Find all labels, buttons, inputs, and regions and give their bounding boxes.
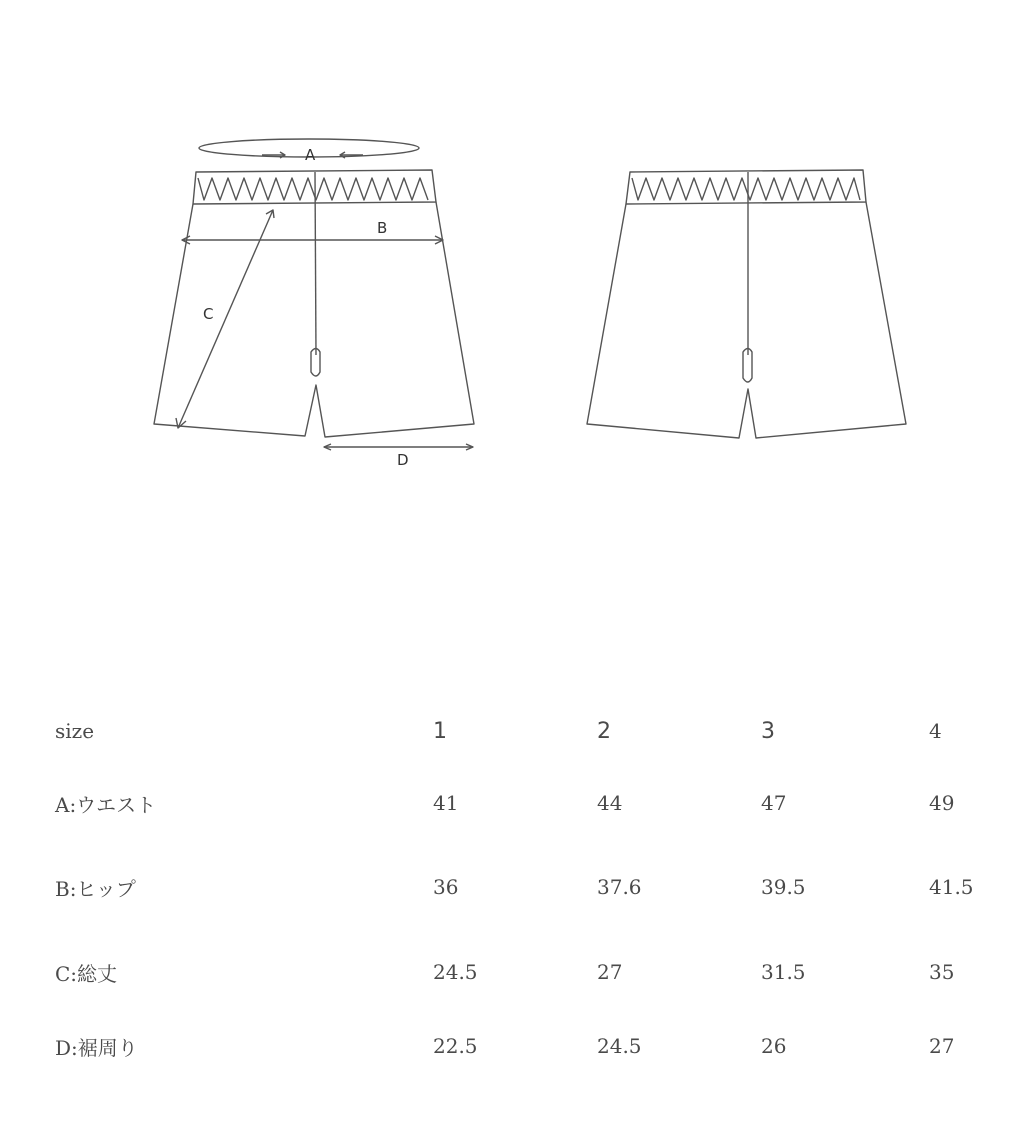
table-cell: 27 [597,960,623,984]
row-label: D:裾周り [55,1035,138,1060]
label-c: C [203,305,214,323]
table-cell: 24.5 [433,960,478,984]
size-chart-table [40,690,990,1088]
row-label: B:ヒップ [55,876,136,901]
table-cell: 41 [433,791,459,815]
size-header-label: size [55,719,95,743]
table-row-hem [40,1004,990,1088]
measurement-diagram [0,0,1024,520]
table-cell: 47 [761,791,787,815]
table-row-hip [40,834,990,940]
front-body-outline [154,202,474,437]
table-cell: 41.5 [929,875,974,899]
table-row-length [40,940,990,1004]
size-3-header: 3 [761,718,775,744]
label-a: A [305,146,316,164]
table-cell: 49 [929,791,955,815]
table-cell: 24.5 [597,1034,642,1058]
label-d: D [397,451,409,469]
table-cell: 36 [433,875,459,899]
front-elastic-zigzag [198,178,428,200]
size-1-header: 1 [433,718,447,744]
table-cell: 26 [761,1034,787,1058]
table-cell: 35 [929,960,955,984]
shorts-back-view [587,170,906,438]
table-cell: 37.6 [597,875,642,899]
size-header-row [40,690,990,772]
table-cell: 31.5 [761,960,806,984]
table-cell: 27 [929,1034,955,1058]
back-body-outline [587,202,906,438]
row-label: C:総丈 [55,961,118,986]
table-row-waist [40,772,990,834]
size-2-header: 2 [597,718,611,744]
table-cell: 44 [597,791,623,815]
label-b: B [377,219,388,237]
length-measure-line [178,210,273,428]
size-4-header: 4 [929,719,942,743]
shorts-front-view [154,139,474,450]
back-elastic-zigzag [632,178,860,200]
row-label: A:ウエスト [55,792,157,817]
table-cell: 22.5 [433,1034,478,1058]
table-cell: 39.5 [761,875,806,899]
shorts-illustration [0,0,1024,520]
